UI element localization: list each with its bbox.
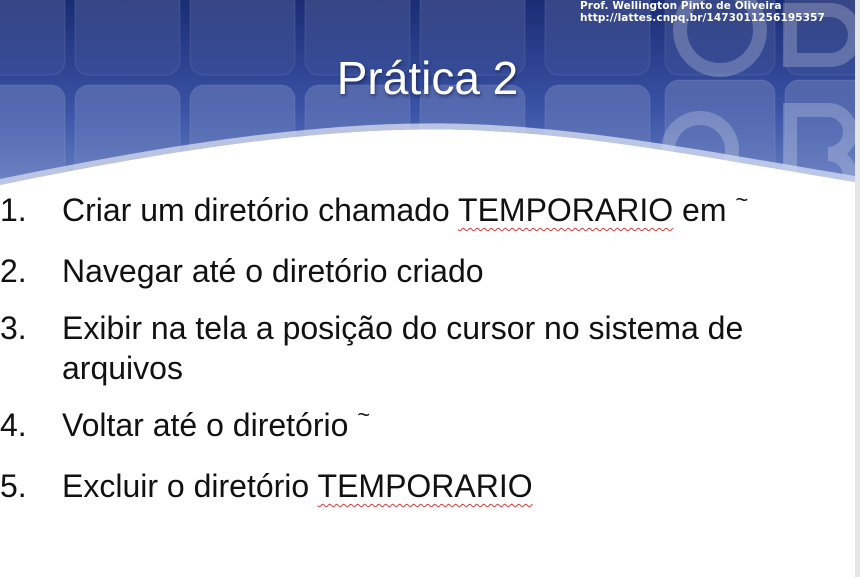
author-name: Prof. Wellington Pinto de Oliveira — [580, 0, 782, 12]
item-number: 5. — [0, 468, 27, 504]
spellcheck-word: TEMPORARIO — [317, 468, 533, 504]
window-edge — [855, 0, 860, 577]
item-number: 4. — [0, 407, 27, 443]
author-credit — [580, 0, 825, 24]
item-text: Navegar até o diretório criado — [62, 253, 484, 289]
item-number: 3. — [0, 310, 27, 346]
item-text — [62, 187, 835, 234]
instruction-list — [0, 187, 855, 506]
item-text-part: Voltar até o diretório — [62, 407, 358, 443]
item-text-part: em — [673, 192, 736, 228]
item-text-part: Criar um diretório chamado — [62, 192, 459, 228]
slide-title: Prática 2 — [336, 52, 519, 104]
list-item — [0, 402, 855, 449]
list-item — [0, 251, 855, 291]
author-lattes-url: http://lattes.cnpq.br/1473011256195357 — [580, 12, 825, 24]
list-item — [0, 466, 855, 506]
tilde-symbol: ~ — [735, 187, 749, 212]
item-number: 1. — [0, 192, 27, 228]
list-item — [0, 187, 855, 234]
item-text — [62, 466, 835, 506]
item-text-part: Excluir o diretório — [62, 468, 318, 504]
list-item — [0, 308, 855, 388]
item-text — [62, 402, 835, 449]
tilde-symbol: ~ — [357, 402, 371, 427]
item-number: 2. — [0, 253, 27, 289]
item-text: Exibir na tela a posição do cursor no sistema de arquivos — [62, 310, 744, 386]
spellcheck-word: TEMPORARIO — [458, 192, 674, 228]
